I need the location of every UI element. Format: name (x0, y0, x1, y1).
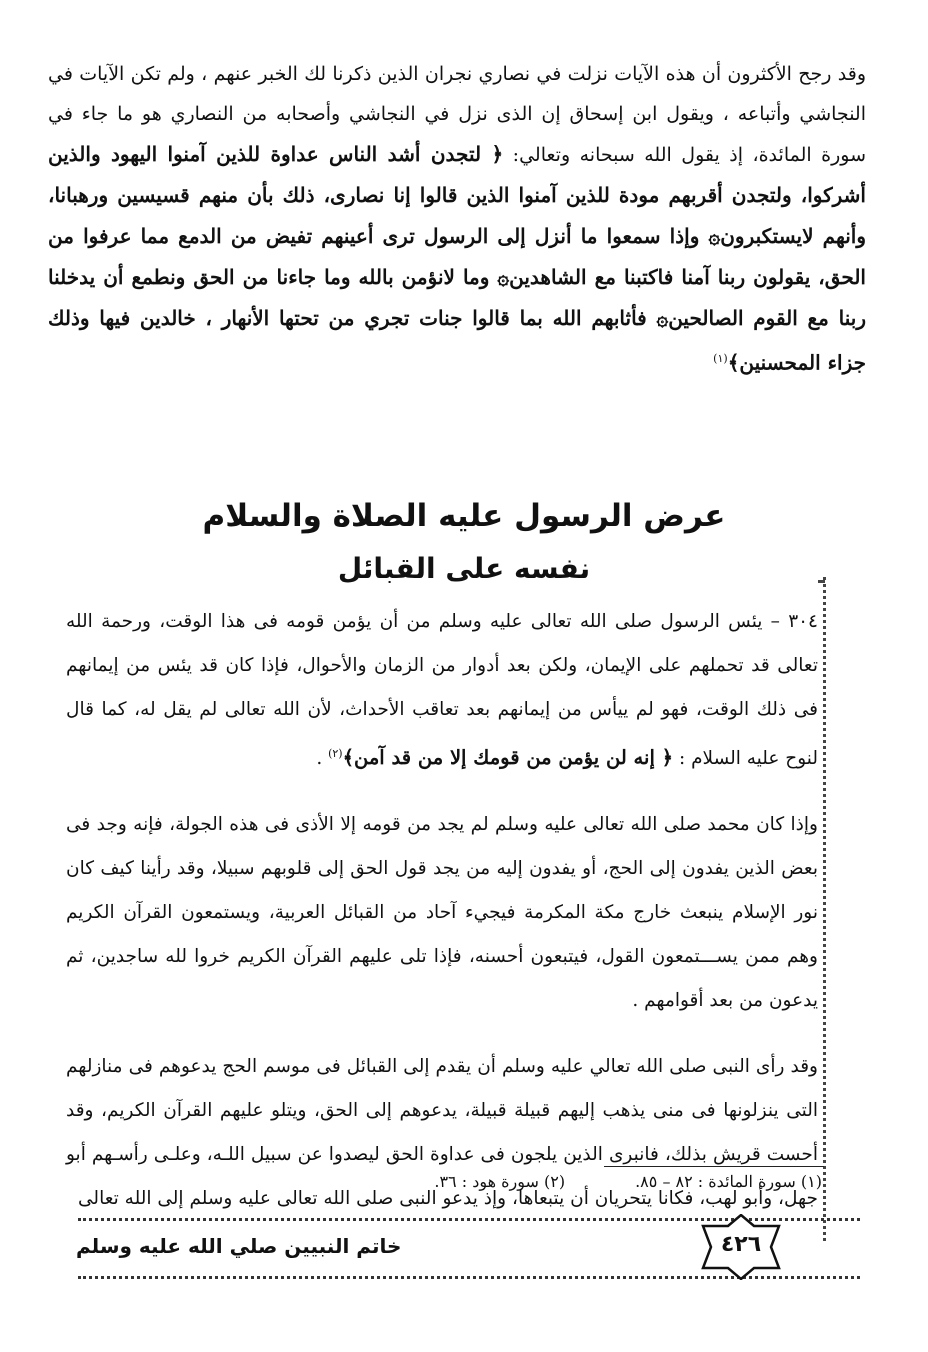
body-paragraph-3: وقد رأى النبى صلى الله تعالي عليه وسلم أن يقدم إلى القبائل فى موسم الحج يدعوهم فى منازلهم التى ينزلونها فى منى يذهب إليهم قبيلة قبيلة، يدعوهم إلى الحق، ويتلو عليهم القرآن الكريم، وقد أحست قريش بذلك، فانبرى الذين يلجون فى عداوة الحق ليصدوا عن سبيل اللـه، وعلـى رأسـهم أبو جهل، وأبو لهب، فكانا يتحريان أن يتبعاها، وإذ يدعو النبى صلى الله تعالى عليه وسلم إلى الله تعالى (66, 1056, 818, 1210)
quran-quote-hud: ﴿ إنه لن يؤمن من قومك إلا من قد آمن﴾ (342, 746, 674, 770)
ornament-dotted-border (823, 577, 826, 1241)
intro-paragraph (48, 54, 866, 383)
section-heading-line1: عرض الرسول عليه الصلاة والسلام (202, 498, 726, 534)
body-paragraph-1 (66, 600, 818, 781)
footnote-divider (604, 1166, 824, 1167)
footnote-ref-1: (١) (713, 352, 728, 365)
footnotes (62, 1170, 822, 1194)
body-paragraph-1-text: ٣٠٤ – يئس الرسول صلى الله تعالى عليه وسلم من أن يؤمن قومه فى هذا الوقت، ورحمة الله تعالى قد تحملهم على الإيمان، ولكن بعد أدوار من الزمان والأحوال، فإذا كان قد يئس من إيمانهم فى ذلك الوقت، فهو لم ييأس من إيمانهم بعد تعاقب الأحداث، لأن الله تعالى لم يقل له، كما قال لنوح عليه السلام : (66, 611, 818, 770)
quran-quote-almaidah: ﴿ لتجدن أشد الناس عداوة للذين آمنوا اليهود والذين أشركوا، ولتجدن أقربهم مودة للذين آمنوا الذين قالوا إنا نصارى، ذلك بأن منهم قسيسين ورهبانا، وأنهم لايستكبرون۞ وإذا سمعوا ما أنزل إلى الرسول ترى أعينهم تفيض من الدمع مما عرفوا من الحق، يقولون ربنا آمنا فاكتبنا مع الشاهدين۞ وما لانؤمن بالله وما جاءنا من الحق ونطمع أن يدخلنا ربنا مع القوم الصالحين۞ فأثابهم الله بما قالوا جنات تجري من تحتها الأنهار ، خالدين فيها وذلك جزاء المحسنين﴾ (48, 142, 866, 375)
body-paragraph-1-end: . (316, 748, 329, 770)
section-heading-line2: نفسه على القبائل (337, 552, 591, 585)
intro-text: وقد رجح الأكثرون أن هذه الآيات نزلت في نصاري نجران الذين ذكرنا لك الخبر عنهم ، ولم تكن الآيات في النجاشي وأتباعه ، ويقول ابن إسحاق إن الذى نزل في النجاشي وأصحابه من النصاري هو ما جاء في سورة المائدة، إذ يقول الله سبحانه وتعالي: (48, 63, 866, 166)
top-section (48, 54, 866, 383)
running-footer-title: خاتم النبيين صلي الله عليه وسلم (76, 1234, 402, 1258)
page-number: ٤٢٦ (720, 1232, 762, 1257)
footnote-2: (٢) سورة هود : ٣٦. (434, 1172, 566, 1191)
footnote-ref-2: (٢) (328, 747, 343, 760)
body-paragraph-2: وإذا كان محمد صلى الله تعالى عليه وسلم لم يجد من قومه إلا الأذى فى هذه الجولة، فإنه وجد فى بعض الذين يفدون إلى الحج، أو يفدون إليه من يجد قول الحق إلى قلوبهم سبيلا، وقد رأينا كيف كان نور الإسلام ينبعث خارج مكة المكرمة فيجيء آحاد من القبائل العربية، ويستمعون القرآن الكريم وهم ممن يســـتمعون القول، فيتبعون أحسنه، فإذا تلى عليهم القرآن الكريم خروا لله ساجدين، ثم يدعون من بعد أقوامهم . (66, 814, 818, 1012)
body-section (66, 600, 818, 1243)
footnote-1: (١) سورة المائدة : ٨٢ – ٨٥. (635, 1172, 822, 1191)
